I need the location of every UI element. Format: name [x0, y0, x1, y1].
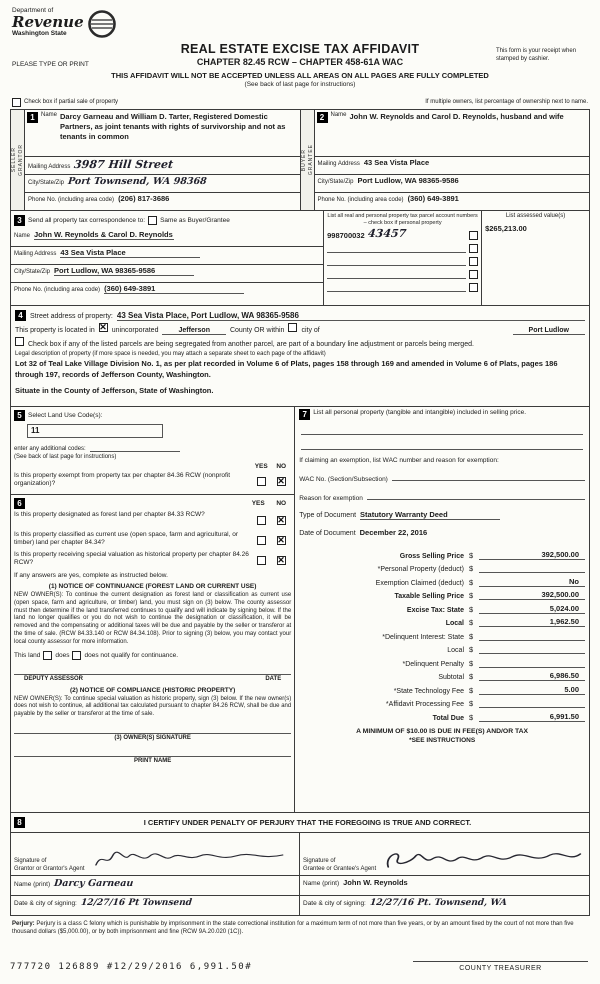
legal-description-label: Legal description of property (if more space is needed, you may attach a separate sheet to each page of the affidavit) [15, 351, 326, 357]
parcel-personal-checkbox[interactable] [469, 270, 478, 279]
city-of-label: city of [301, 327, 320, 334]
dollar-sign: $ [469, 577, 474, 587]
section-2-numbox: 2 [317, 112, 328, 123]
left-column [11, 407, 295, 812]
segregated-checkbox[interactable] [15, 337, 24, 346]
corr-phone-label: Phone No. (including area code) [14, 287, 101, 293]
see-back-note-5: (See back of last page for instructions) [14, 454, 117, 460]
grantee-signature[interactable] [380, 847, 586, 873]
exempt-yes-checkbox[interactable] [257, 477, 266, 486]
personal-property-label: List all personal property (tangible and intangible) included in selling price. [313, 409, 527, 416]
street-address-label: Street address of property: [30, 313, 113, 320]
money-value[interactable]: 6,991.50 [479, 712, 585, 722]
corr-name-label: Name [14, 233, 31, 239]
corr-csz-value[interactable]: Port Ludlow, WA 98365-9586 [54, 266, 194, 276]
segregated-label: Check box if any of the listed parcels are being segregated from another parcel, are part of a boundary line adjustment or parcels being merged. [28, 341, 474, 348]
yes-no-header-5 [14, 463, 291, 470]
forest-question: Is this property designated as forest land per chapter 84.33 RCW? [14, 511, 205, 518]
seller-name-row [25, 110, 300, 157]
deputy-assessor-label: DEPUTY ASSESSOR [24, 675, 84, 682]
dollar-sign: $ [469, 564, 474, 573]
money-value[interactable]: 5.00 [479, 685, 585, 695]
row-affidavit-processing-fee: *Affidavit Processing Fee $ [299, 695, 585, 709]
exemption-reason-row [299, 489, 585, 502]
forest-no-checkbox[interactable] [277, 516, 286, 525]
segregated-row [15, 337, 585, 348]
form-body [10, 109, 590, 916]
deputy-assessor-sign-line[interactable] [14, 674, 291, 683]
dor-seal-icon [87, 9, 117, 39]
if-yes-note: If any answers are yes, complete as instructed below. [14, 572, 168, 579]
dollar-sign: $ [469, 672, 474, 681]
land-does-checkbox[interactable] [43, 651, 52, 660]
corr-csz-label: City/State/Zip [14, 269, 51, 275]
legal-description-value[interactable]: Lot 32 of Teal Lake Village Division No. 1, as per plat recorded in Volume 6 of Plats, pages 158 through 169 and amended in Volume 6 of Plats, pages 186 through 197, records of Jefferson County, Washington. [15, 359, 558, 379]
row-delinquent-penalty: *Delinquent Penalty $ [299, 654, 585, 668]
buyer-name-row [315, 110, 590, 157]
yes-column-header: YES [251, 499, 265, 507]
grantee-signature-row [300, 833, 589, 876]
page-subtitle: CHAPTER 82.45 RCW – CHAPTER 458-61A WAC [196, 57, 404, 67]
logo-state-text: Washington State [12, 29, 67, 37]
wac-number-label: WAC No. (Section/Subsection) [299, 476, 388, 483]
parcel-number-input[interactable] [327, 268, 466, 279]
type-or-print-note: PLEASE TYPE OR PRINT [12, 61, 89, 68]
row-total-due: Total Due $ 6,991.50 [299, 708, 585, 722]
exempt-question: Is this property exempt from property tax per chapter 84.36 RCW (nonprofit organization)? [14, 472, 231, 488]
exemption-reason-input[interactable] [367, 489, 585, 500]
print-name-label: PRINT NAME [133, 757, 172, 764]
money-value[interactable]: 392,500.00 [479, 550, 585, 560]
no-column-header: NO [276, 463, 287, 470]
located-prefix: This property is located in [15, 327, 95, 334]
seller-phone-row [25, 193, 300, 210]
corr-mailing-value[interactable]: 43 Sea Vista Place [60, 248, 200, 258]
land-does-not-checkbox[interactable] [72, 651, 81, 660]
perjury-notice [10, 920, 590, 936]
designation-section [11, 495, 294, 812]
row-exemption-claimed: Exemption Claimed (deduct) $ No [299, 573, 585, 587]
unincorporated-checkbox[interactable] [99, 323, 108, 332]
money-value[interactable] [479, 707, 585, 708]
seller-name-label: Name [41, 112, 58, 118]
grantor-signature[interactable] [89, 847, 296, 873]
perjury-label: Perjury: [12, 921, 35, 927]
notice-continuance-title: (1) NOTICE OF CONTINUANCE (FOREST LAND OR CURRENT USE) [48, 583, 257, 590]
row-gross-selling-price: Gross Selling Price $ 392,500.00 [299, 546, 585, 560]
section-8-numbox: 8 [14, 817, 25, 828]
parcel-personal-checkbox[interactable] [469, 244, 478, 253]
owners-signature-line[interactable] [14, 733, 291, 742]
buyer-side-strip [301, 110, 315, 210]
seller-csz-value[interactable]: Port Townsend, WA 98368 [67, 176, 208, 187]
certify-statement: I CERTIFY UNDER PENALTY OF PERJURY THAT THE FOREGOING IS TRUE AND CORRECT. [143, 818, 472, 827]
print-name-line[interactable] [14, 756, 291, 765]
parcel-column-header: List all real and personal property tax parcel account numbers – check box if personal property [327, 213, 478, 226]
parcel-number-input[interactable] [327, 281, 466, 292]
assessed-value-header: List assessed value(s) [505, 213, 566, 219]
parcel-personal-checkbox[interactable] [469, 231, 478, 240]
document-date-row [299, 528, 585, 537]
dollar-sign: $ [469, 631, 474, 641]
grantee-date-row [300, 896, 589, 915]
parties-row [11, 110, 589, 211]
seller-name-value[interactable]: Darcy Garneau and William D. Tarter, Registered Domestic Partners, as joint tenants with rights of survivorship and not as tenants in common [60, 112, 286, 141]
section-7-numbox: 7 [299, 409, 310, 420]
parcel-assessed-block [324, 211, 589, 305]
signature-grid [11, 833, 589, 915]
parcel-number-handwritten[interactable]: 43457 [366, 226, 407, 240]
buyer-phone-value[interactable]: (360) 649-3891 [407, 194, 459, 203]
row-personal-property-deduct: *Personal Property (deduct) $ [299, 560, 585, 574]
money-value[interactable] [479, 653, 585, 654]
same-as-buyer-label: Same as Buyer/Grantee [160, 216, 230, 224]
document-type-value[interactable]: Statutory Warranty Deed [360, 510, 500, 520]
forest-question-row [14, 511, 291, 529]
document-date-label: Date of Document [299, 530, 356, 537]
partial-sale-label: Check box if partial sale of property [24, 99, 119, 105]
grantor-name-row [11, 876, 299, 896]
corr-phone-row [11, 283, 323, 300]
buyer-name-value[interactable]: John W. Reynolds and Carol D. Reynolds, husband and wife [349, 112, 564, 121]
corr-name-row [11, 229, 323, 247]
money-value[interactable]: 1,962.50 [479, 617, 585, 627]
money-value[interactable]: 392,500.00 [479, 590, 585, 600]
does-not-label: does not qualify for continuance. [84, 651, 179, 659]
parcel-number-input[interactable] [327, 242, 466, 253]
mid-columns [11, 407, 589, 813]
logo-revenue-text: Revenue [12, 12, 84, 31]
money-value[interactable]: 6,986.50 [479, 671, 585, 681]
buyer-mailing-value[interactable]: 43 Sea Vista Place [363, 158, 430, 167]
buyer-csz-row [315, 175, 590, 193]
county-or-label: County OR within [229, 327, 285, 334]
row-excise-tax-state: Excise Tax: State $ 5,024.00 [299, 600, 585, 614]
current-use-question: Is this property classified as current use (open space, farm and agricultural, or timber) land per chapter 84.34? [14, 531, 238, 547]
buyer-side-label: BUYER [300, 148, 307, 172]
parcel-personal-checkbox[interactable] [469, 257, 478, 266]
buyer-csz-value[interactable]: Port Ludlow, WA 98365-9586 [357, 176, 459, 185]
grantor-signature-row [11, 833, 299, 876]
current-use-question-row [14, 531, 291, 549]
parcel-row-empty [327, 240, 478, 253]
buyer-fields [315, 110, 590, 210]
parcel-number-value[interactable]: 998700032 [327, 230, 365, 240]
see-back-note: (See back of last page for instructions) [244, 81, 356, 88]
grantor-side-label: GRANTOR [18, 144, 24, 176]
date-label: DATE [265, 675, 282, 682]
seller-mailing-row [25, 157, 300, 175]
grantor-date-value[interactable]: 12/27/16 Pt Townsend [80, 898, 193, 908]
dor-logo-text [12, 8, 84, 37]
dor-logo [12, 8, 117, 39]
historic-no-checkbox[interactable] [277, 556, 286, 565]
dollar-sign: $ [469, 618, 474, 627]
seller-side-label: SELLER [11, 147, 17, 173]
land-use-section [11, 407, 294, 495]
exemption-reason-label: Reason for exemption [299, 495, 363, 502]
land-use-label: Select Land Use Code(s): [28, 411, 103, 419]
row-taxable-selling-price: Taxable Selling Price $ 392,500.00 [299, 587, 585, 601]
buyer-name-label: Name [330, 112, 347, 118]
dollar-sign: $ [469, 550, 474, 560]
row-state-technology-fee: *State Technology Fee $ 5.00 [299, 681, 585, 695]
seller-mailing-value[interactable]: 3987 Hill Street [73, 158, 175, 171]
tax-correspondence-section [11, 211, 589, 306]
seller-fields [25, 110, 300, 210]
partial-sale-checkbox[interactable] [12, 98, 21, 107]
buyer-csz-label: City/State/Zip [317, 179, 354, 185]
seller-grantor-section [11, 110, 300, 210]
corr-mailing-row [11, 247, 323, 265]
partial-sale-row [10, 94, 590, 109]
grantor-signature-label: Signature of Grantor or Grantor's Agent [14, 857, 85, 872]
historic-question-row [14, 551, 291, 569]
document-type-label: Type of Document [299, 512, 357, 519]
seller-phone-value[interactable]: (206) 817-3686 [118, 194, 170, 203]
dollar-sign: $ [469, 685, 474, 695]
notice-compliance-body: NEW OWNER(S): To continue special valuation as historic property, sign (3) below. If the new owner(s) does not wish to continue, all additional tax calculated pursuant to chapter 84.26 RCW, shall be due and payable by the seller or transferor at the time of sale. [14, 695, 292, 718]
correspondence-fields [11, 211, 324, 305]
form-header [10, 6, 590, 94]
street-address-value[interactable]: 43 Sea Vista Place, Port Ludlow, WA 98365-9586 [117, 311, 585, 321]
corr-phone-value[interactable]: (360) 649-3891 [104, 284, 244, 294]
county-name-value[interactable]: Jefferson [162, 327, 226, 335]
city-name-value[interactable]: Port Ludlow [513, 327, 585, 335]
corr-mailing-label: Mailing Address [14, 251, 57, 257]
grantee-signature-column [300, 833, 589, 915]
dollar-sign: $ [469, 591, 474, 600]
grantor-name-value[interactable]: Darcy Garneau [53, 878, 135, 889]
money-table [299, 546, 585, 722]
seller-csz-row [25, 175, 300, 193]
dollar-sign: $ [469, 645, 474, 654]
parcel-row-empty [327, 253, 478, 266]
current-use-yes-checkbox[interactable] [257, 536, 266, 545]
current-use-no-checkbox[interactable] [277, 536, 286, 545]
see-instructions-note: *SEE INSTRUCTIONS [409, 736, 476, 744]
money-value[interactable] [479, 667, 585, 668]
yes-column-header: YES [254, 463, 268, 470]
certification-section [11, 813, 589, 915]
money-value[interactable]: 5,024.00 [479, 604, 585, 614]
row-subtotal: Subtotal $ 6,986.50 [299, 668, 585, 682]
grantee-name-value[interactable]: John W. Reynolds [343, 878, 408, 887]
personal-property-input[interactable] [301, 435, 583, 450]
buyer-grantee-section [300, 110, 590, 210]
continuance-qualify-row [14, 651, 291, 660]
county-treasurer-label: COUNTY TREASURER [413, 961, 588, 972]
parcel-number-input[interactable] [327, 255, 466, 266]
forest-yes-checkbox[interactable] [257, 516, 266, 525]
seller-mailing-label: Mailing Address [28, 164, 71, 170]
section-4-numbox: 4 [15, 310, 26, 321]
seller-phone-label: Phone No. (including area code) [28, 197, 115, 203]
designation-header [14, 497, 291, 509]
dollar-sign: $ [469, 712, 474, 722]
name-print-label: Name (print) [14, 881, 51, 888]
historic-question: Is this property receiving special valuation as historical property per chapter 84.26 RCW? [14, 551, 249, 567]
personal-property-input[interactable] [301, 420, 583, 435]
cashier-receipt-stamp: 777720 126889 #12/29/2016 6,991.50# [10, 962, 253, 972]
correspondence-header [11, 211, 323, 229]
buyer-phone-row [315, 193, 590, 210]
parcel-row-filled [327, 227, 478, 240]
buyer-mailing-label: Mailing Address [317, 161, 360, 167]
document-date-value[interactable]: December 22, 2016 [359, 528, 428, 537]
row-delinquent-interest-local: Local $ [299, 641, 585, 655]
page-title: REAL ESTATE EXCISE TAX AFFIDAVIT [180, 42, 420, 56]
row-delinquent-interest-state: *Delinquent Interest: State $ [299, 627, 585, 641]
multiple-owners-note: If multiple owners, list percentage of ownership next to name. [425, 99, 588, 105]
grantee-date-value[interactable]: 12/27/16 Pt. Townsend, WA [369, 898, 508, 908]
buyer-phone-label: Phone No. (including area code) [317, 197, 404, 203]
document-type-row [299, 510, 585, 520]
date-city-label: Date & city of signing: [14, 900, 77, 907]
certification-header [11, 813, 589, 833]
exempt-question-row [14, 472, 291, 490]
situate-line: Situate in the County of Jefferson, State of Washington. [15, 386, 214, 395]
money-value[interactable]: No [479, 577, 585, 587]
right-column [295, 407, 589, 812]
corr-name-value[interactable]: John W. Reynolds & Carol D. Reynolds [34, 230, 173, 239]
additional-codes-input[interactable] [90, 441, 180, 452]
money-value[interactable] [479, 640, 585, 641]
dollar-sign: $ [469, 604, 474, 614]
section-6-numbox: 6 [14, 498, 25, 509]
exempt-no-checkbox[interactable] [277, 477, 286, 486]
additional-codes-label: enter any additional codes: [14, 446, 86, 452]
grantor-signature-column [11, 833, 300, 915]
date-city-label: Date & city of signing: [303, 900, 366, 907]
logo-dept-text: Department of [12, 7, 54, 14]
grantee-signature-label: Signature of Grantee or Grantee's Agent [303, 857, 377, 872]
personal-property-header [299, 409, 585, 420]
send-correspondence-label: Send all property tax correspondence to: [28, 216, 146, 224]
seller-csz-label: City/State/Zip [28, 180, 65, 186]
selling-price-section [295, 407, 589, 812]
unincorporated-label: unincorporated [111, 327, 159, 334]
receipt-note: This form is your receipt when stamped by cashier. [496, 48, 577, 62]
additional-codes-row [14, 441, 291, 452]
wac-number-input[interactable] [392, 470, 585, 481]
minimum-due-note: A MINIMUM OF $10.00 IS DUE IN FEE(S) AND/OR TAX [356, 727, 529, 735]
land-use-code-input[interactable]: 11 [27, 424, 163, 438]
parcel-row-empty [327, 279, 478, 292]
parcel-row-empty [327, 266, 478, 279]
wac-number-row [299, 470, 585, 483]
row-excise-tax-local: Local $ 1,962.50 [299, 614, 585, 628]
money-value[interactable] [479, 572, 585, 573]
section-3-numbox: 3 [14, 215, 25, 226]
dollar-sign: $ [469, 699, 474, 708]
does-label: does [55, 651, 70, 659]
parcel-personal-checkbox[interactable] [469, 283, 478, 292]
property-location-section [11, 306, 589, 407]
located-in-row [15, 323, 585, 335]
historic-yes-checkbox[interactable] [257, 556, 266, 565]
street-address-row [15, 310, 585, 321]
dollar-sign: $ [469, 658, 474, 668]
assessed-value-column [482, 211, 589, 305]
same-as-buyer-checkbox[interactable] [148, 216, 157, 225]
notice-continuance-body: NEW OWNER(S): To continue the current designation as forest land or classification as current use (open space, farm and agriculture, or timber) land, you must sign on (3) below. The county assessor must then determine if the land transferred continues to qualify and will indicate by signing below. If the land no longer qualifies or you do not wish to continue the designation or classification, it will be removed and the compensating or additional taxes will be due and payable by the seller or transferor at the time of sale. (RCW 84.33.140 or RCW 84.34.108). Prior to signing (3) below, you may contact your local county assessor for more information. [14, 592, 292, 645]
parcel-column [324, 211, 482, 305]
city-checkbox[interactable] [288, 323, 297, 332]
land-use-header [14, 409, 291, 421]
seller-side-strip [11, 110, 25, 210]
grantee-side-label: GRANTEE [307, 144, 314, 176]
section-5-numbox: 5 [14, 410, 25, 421]
perjury-text: Perjury is a class C felony which is punishable by imprisonment in the state correctional institution for a maximum term of not more than five years, or by an amount fixed by the court of not more than five thousand dollars ($5,000.00), or by both imprisonment and fine (RCW 9A.20.020 (1C)). [12, 921, 574, 936]
no-column-header: NO [276, 499, 287, 507]
page-footer [10, 961, 588, 972]
exemption-label: If claiming an exemption, list WAC number and reason for exemption: [299, 457, 499, 464]
owners-signature-label: (3) OWNER(S) SIGNATURE [114, 734, 191, 741]
assessed-value[interactable]: $265,213.00 [485, 224, 527, 233]
section-1-numbox: 1 [27, 112, 38, 123]
grantee-name-row [300, 876, 589, 896]
name-print-label: Name (print) [303, 880, 340, 887]
grantor-date-row [11, 896, 299, 915]
acceptance-warning: THIS AFFIDAVIT WILL NOT BE ACCEPTED UNLESS ALL AREAS ON ALL PAGES ARE FULLY COMPLETED [111, 71, 489, 80]
this-land-label: This land [14, 651, 41, 659]
corr-csz-row [11, 265, 323, 283]
notice-compliance-title: (2) NOTICE OF COMPLIANCE (HISTORIC PROPERTY) [69, 686, 236, 694]
buyer-mailing-row [315, 157, 590, 175]
